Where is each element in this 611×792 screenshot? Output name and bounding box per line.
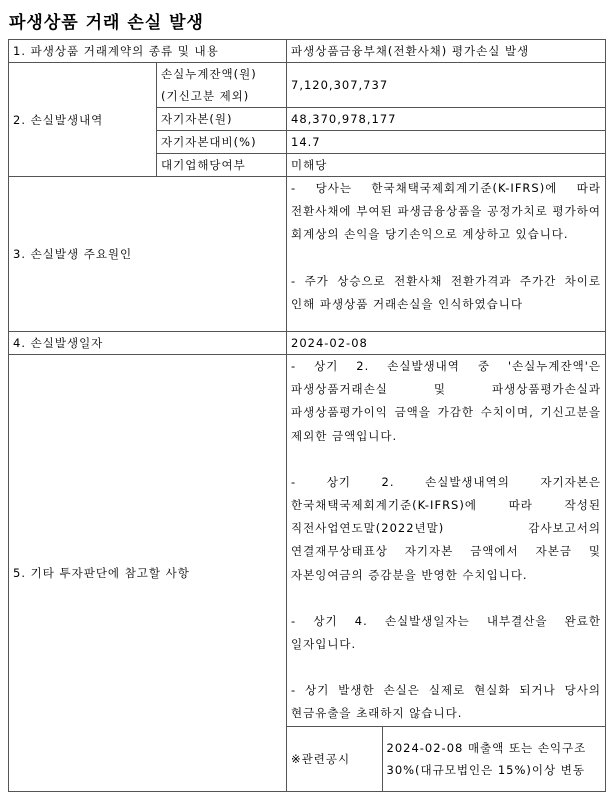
equity-label: 자기자본(원) xyxy=(157,108,287,131)
row-contract-type-value: 파생상품금융부채(전환사채) 평가손실 발생 xyxy=(287,40,606,63)
row-loss-date-label: 4. 손실발생일자 xyxy=(9,332,287,355)
related-disclosure-label: ※관련공시 xyxy=(287,727,382,791)
cumulative-loss-value: 7,120,307,737 xyxy=(287,63,606,108)
row-loss-date-value: 2024-02-08 xyxy=(287,332,606,355)
large-corp-label: 대기업해당여부 xyxy=(157,154,287,177)
equity-value: 48,370,978,177 xyxy=(287,108,606,131)
large-corp-value: 미해당 xyxy=(287,154,606,177)
related-disclosure-link[interactable]: 2024-02-08 매출액 또는 손익구조 30%(대규모법인은 15%)이상 변동 xyxy=(386,740,587,777)
row-other-info-label: 5. 기타 투자판단에 참고할 사항 xyxy=(9,355,287,792)
cause-paragraph-2: - 주가 상승으로 전환사채 전환가격과 주가간 차이로 인해 파생상품 거래손실을 인식하였습니다 xyxy=(291,273,606,311)
row-loss-details-label: 2. 손실발생내역 xyxy=(9,63,157,177)
row-cause-value xyxy=(287,177,606,332)
other-paragraph-3: - 상기 4. 손실발생일자는 내부결산을 완료한 일자입니다. xyxy=(291,613,606,652)
equity-ratio-label: 자기자본대비(%) xyxy=(157,131,287,154)
row-contract-type-label: 1. 파생상품 거래계약의 종류 및 내용 xyxy=(9,40,287,63)
disclosure-table xyxy=(8,39,606,792)
equity-ratio-value: 14.7 xyxy=(287,131,606,154)
cause-paragraph-1: - 당사는 한국채택국제회계기준(K-IFRS)에 따라 전환사채에 부여된 파생금융상품을 공정가치로 평가하여 회계상의 손익을 당기손익으로 계상하고 있습니다. xyxy=(291,181,606,242)
other-paragraph-4: - 상기 발생한 손실은 실제로 현실화 되거나 당사의 현금유출을 초래하지 않습니다. xyxy=(291,683,606,721)
page-title: 파생상품 거래 손실 발생 xyxy=(9,13,204,33)
row-other-info-value xyxy=(287,355,606,727)
row-cause-label: 3. 손실발생 주요원인 xyxy=(9,177,287,332)
other-paragraph-2: - 상기 2. 손실발생내역의 자기자본은 한국채택국제회계기준(K-IFRS)에 따라 작성된 직전사업연도말(2022년말) 감사보고서의 연결재무상태표상 자기자본 금액에서 자본금 및 자본잉여금의 증감분을 반영한 수치입니다. xyxy=(291,474,606,582)
related-disclosure-cell xyxy=(287,726,606,791)
cumulative-loss-label: 손실누계잔액(원) (기신고분 제외) xyxy=(157,63,287,108)
other-paragraph-1: - 상기 2. 손실발생내역 중 '손실누계잔액'은 파생상품거래손실 및 파생상품평가손실과 파생상품평가이익 금액을 가감한 수치이며, 기신고분을 제외한 금액입니다. xyxy=(291,359,606,443)
